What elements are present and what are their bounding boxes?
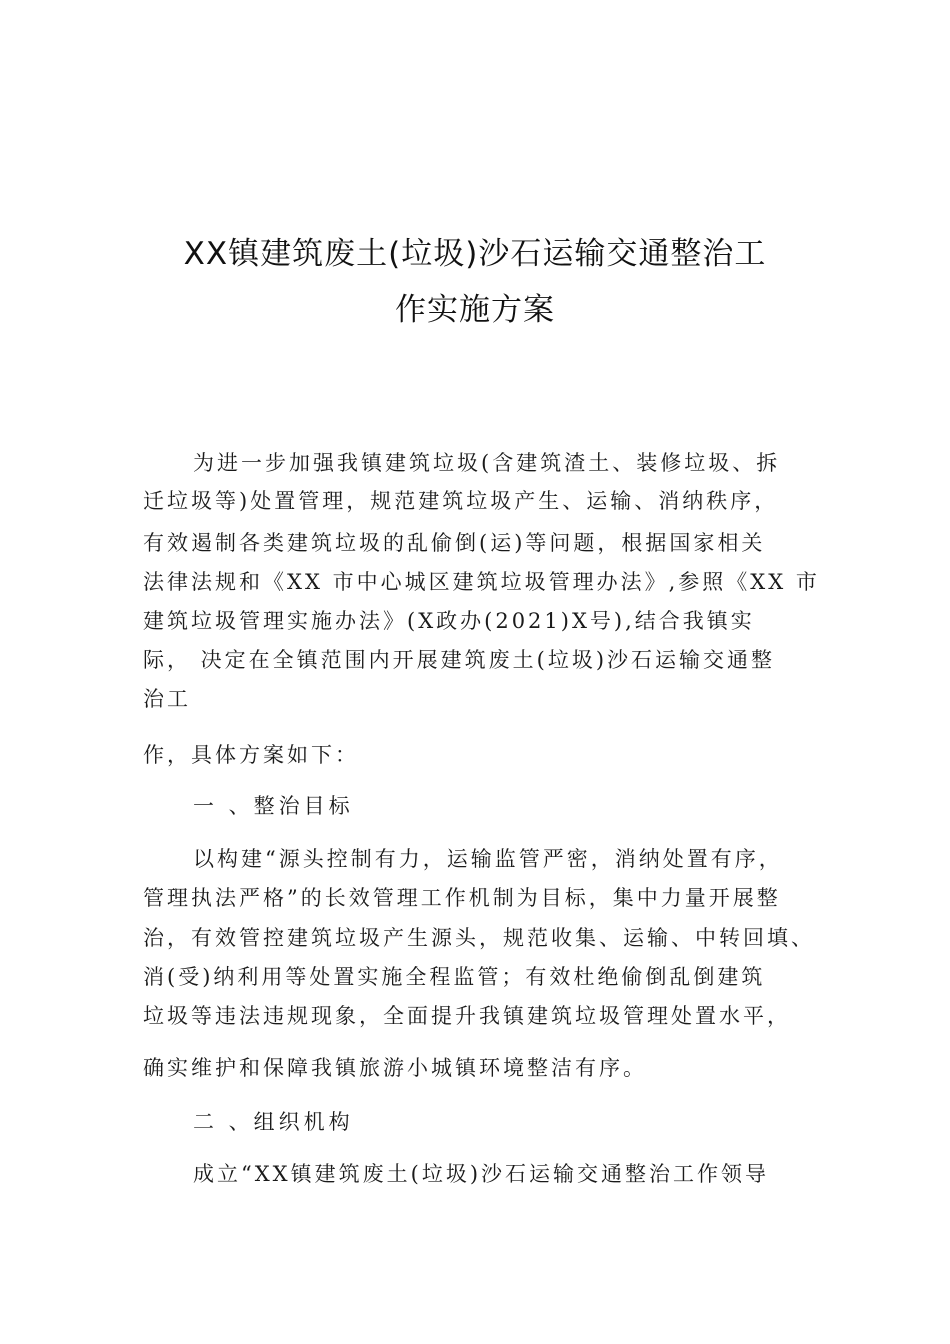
document-title-line-2: 作实施方案 — [395, 292, 555, 328]
section-1-line: 管理执法严格”的长效管理工作机制为目标，集中力量开展整 — [143, 886, 781, 910]
document-title-line-1: XX镇建筑废土(垃圾)沙石运输交通整治工 — [183, 236, 767, 272]
section-1-line: 确实维护和保障我镇旅游小城镇环境整洁有序。 — [143, 1056, 647, 1080]
section-2-line: 成立“XX镇建筑废土(垃圾)沙石运输交通整治工作领导 — [193, 1162, 770, 1186]
section-1-line: 治，有效管控建筑垃圾产生源头，规范收集、运输、中转回填、 — [143, 926, 815, 950]
intro-paragraph-line: 治工 — [143, 687, 191, 711]
intro-paragraph-line: 法律法规和《XX 市中心城区建筑垃圾管理办法》,参照《XX 市 — [143, 570, 820, 594]
intro-paragraph-line: 建筑垃圾管理实施办法》(X政办(2021)X号),结合我镇实 — [143, 609, 755, 633]
intro-paragraph-line: 为进一步加强我镇建筑垃圾(含建筑渣土、装修垃圾、拆 — [193, 451, 781, 475]
intro-paragraph-line: 际， 决定在全镇范围内开展建筑废土(垃圾)沙石运输交通整 — [143, 648, 776, 672]
intro-paragraph-line: 作，具体方案如下： — [143, 743, 359, 767]
section-1-heading: 一 、整治目标 — [193, 794, 354, 818]
section-1-line: 消(受)纳利用等处置实施全程监管；有效杜绝偷倒乱倒建筑 — [143, 965, 766, 989]
section-1-line: 垃圾等违法违规现象，全面提升我镇建筑垃圾管理处置水平， — [143, 1004, 791, 1028]
section-1-line: 以构建“源头控制有力，运输监管严密，消纳处置有序， — [193, 847, 783, 871]
section-2-heading: 二 、组织机构 — [193, 1110, 354, 1134]
intro-paragraph-line: 有效遏制各类建筑垃圾的乱偷倒(运)等问题，根据国家相关 — [143, 531, 766, 555]
intro-paragraph-line: 迁垃圾等)处置管理，规范建筑垃圾产生、运输、消纳秩序， — [143, 489, 779, 513]
